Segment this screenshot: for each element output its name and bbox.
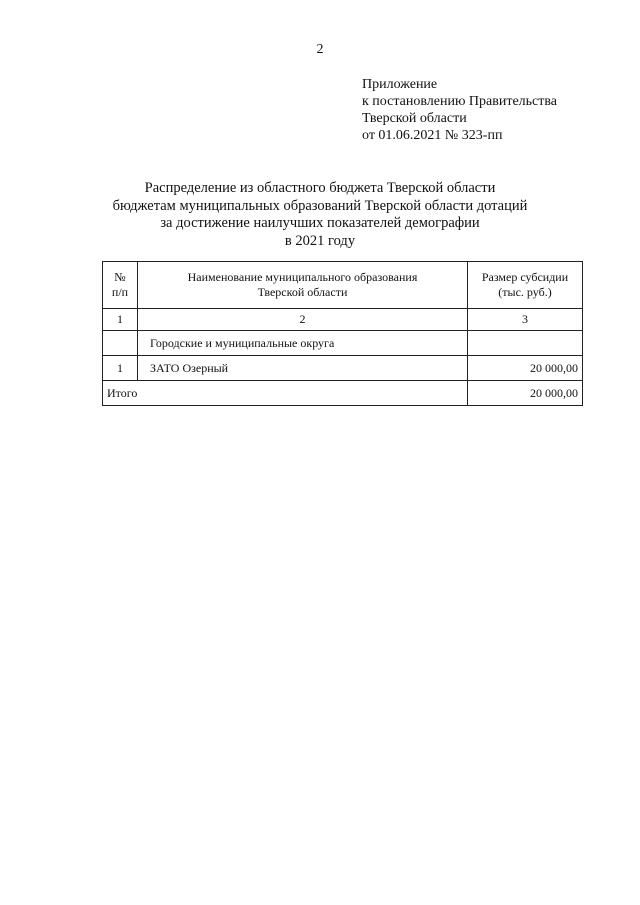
section-number-cell [103,331,138,356]
table-header-row [103,262,583,309]
row-amount: 20 000,00 [468,356,583,381]
appendix-line-4: от 01.06.2021 № 323-пп [362,128,503,143]
title-line-4: в 2021 году [284,232,356,249]
total-row [103,381,583,406]
header-amount-line-1: Размер субсидии [481,270,569,284]
header-name-line-1: Наименование муниципального образования [187,270,418,284]
title-line-1: Распределение из областного бюджета Тверской области [144,180,496,196]
page-number: 2 [316,42,324,57]
table-row [103,356,583,381]
total-label: Итого [103,381,468,406]
appendix-line-1: Приложение [362,77,438,92]
total-amount: 20 000,00 [468,381,583,406]
title-line-2: бюджетам муниципальных образований Тверской области дотаций [112,197,528,214]
header-amount-line-2: (тыс. руб.) [498,285,552,299]
column-index-2: 2 [138,309,468,331]
appendix-block [362,76,557,144]
row-name: ЗАТО Озерный [138,356,468,381]
header-number-line-2: п/п [111,285,129,299]
document-title [0,180,640,250]
section-amount-cell [468,331,583,356]
column-index-1: 1 [103,309,138,331]
title-line-3: за достижение наилучших показателей демографии [160,215,480,231]
distribution-table [102,261,583,406]
column-index-3: 3 [468,309,583,331]
header-name-line-2: Тверской области [257,285,348,299]
header-number-cell [103,262,138,309]
column-index-row [103,309,583,331]
appendix-line-3: Тверской области [362,111,467,126]
section-row [103,331,583,356]
header-name-cell [138,262,468,309]
header-number-line-1: № [114,270,126,284]
section-label: Городские и муниципальные округа [138,331,468,356]
row-number: 1 [103,356,138,381]
appendix-line-2: к постановлению Правительства [362,94,558,109]
header-amount-cell [468,262,583,309]
